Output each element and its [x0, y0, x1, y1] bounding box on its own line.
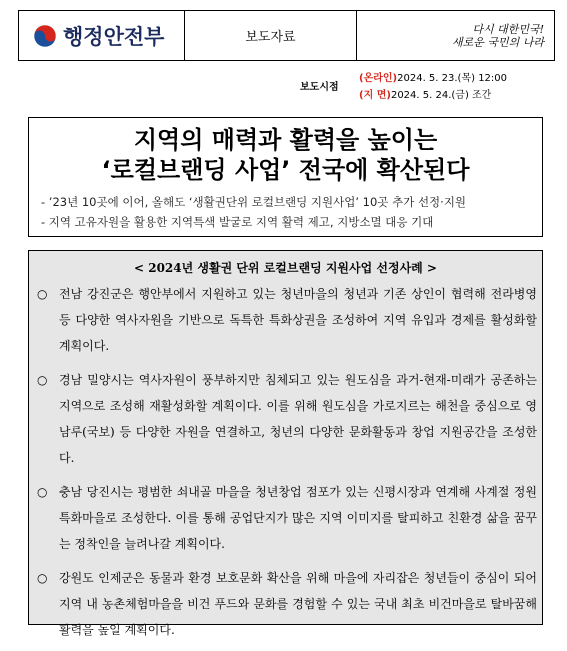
- release-label: 보도시점: [300, 82, 339, 93]
- title-box: [28, 117, 543, 237]
- taegeuk-logo-icon: [33, 24, 57, 48]
- bullet-icon: ○: [37, 485, 48, 499]
- logo: [19, 11, 185, 60]
- bullet-icon: ○: [37, 287, 48, 301]
- title-line-2: ‘로컬브랜딩 사업’ 전국에 확산된다: [101, 156, 470, 184]
- subtitle-2: - 지역 고유자원을 활용한 지역특색 발굴로 지역 활력 제고, 지방소멸 대응 기대: [41, 215, 434, 229]
- slogan-line-2: 새로운 국민의 나라: [451, 35, 544, 49]
- doc-type: 보도자료: [185, 11, 357, 60]
- online-tag: (온라인): [359, 73, 398, 84]
- cases-box: [28, 250, 543, 637]
- list-item: [33, 565, 537, 643]
- case-text: 충남 당진시는 평범한 쇠내골 마을을 청년창업 점포가 있는 신평시장과 연계해 사계절 정원특화마을로 조성한다. 이를 통해 공업단지가 많은 지역 이미지를 탈피하고 친환경 삶을 꿈꾸는 정착인을 늘려나갈 계획이다.: [59, 485, 537, 551]
- online-release-row: [359, 70, 507, 87]
- cases-heading: < 2024년 생활권 단위 로컬브랜딩 지원사업 선정사례 >: [133, 261, 437, 275]
- case-text: 경남 밀양시는 역사자원이 풍부하지만 침체되고 있는 원도심을 과거-현재-미래가 공존하는 지역으로 조성해 재활성화할 계획이다. 이를 위해 원도심을 가로지르는 해천을 중심으로 영남루(국보) 등 다양한 자원을 연결하고, 청년의 다양한 문화활동과 창업 지원공간을 조성한다.: [59, 373, 537, 465]
- print-release-row: [359, 87, 507, 104]
- bullet-icon: ○: [37, 571, 48, 585]
- online-time: 2024. 5. 23.(목) 12:00: [397, 73, 508, 84]
- bullet-icon: ○: [37, 373, 48, 387]
- list-item: [33, 479, 537, 557]
- subtitles: [41, 192, 466, 232]
- case-text: 전남 강진군은 행안부에서 지원하고 있는 청년마을의 청년과 기존 상인이 협력해 전라병영 등 다양한 역사자원을 기반으로 독특한 특화상권을 조성하여 지역 유입과 경제를 활성화할 계획이다.: [59, 287, 537, 353]
- subtitle-1: - ’23년 10곳에 이어, 올해도 ‘생활권단위 로컬브랜딩 지원사업’ 10곳 추가 선정·지원: [41, 195, 467, 209]
- ministry-name: 행정안전부: [63, 24, 165, 49]
- title-line-1: 지역의 매력과 활력을 높이는: [133, 126, 438, 154]
- list-item: [33, 367, 537, 471]
- case-text: 강원도 인제군은 동물과 환경 보호문화 확산을 위해 마을에 자리잡은 청년들이 중심이 되어 지역 내 농촌체험마을을 비건 푸드와 문화를 경험할 수 있는 국내 최초 비건마을로 탈바꿈해 활력을 높일 계획이다.: [59, 571, 537, 637]
- slogan: [357, 11, 554, 60]
- print-tag: (지 면): [359, 90, 391, 101]
- cases-list: [33, 281, 537, 651]
- page-title: [29, 125, 542, 185]
- slogan-line-1: 다시 대한민국!: [472, 22, 544, 36]
- header-table: [18, 10, 555, 61]
- print-time: 2024. 5. 24.(금) 조간: [390, 90, 492, 101]
- list-item: [33, 281, 537, 359]
